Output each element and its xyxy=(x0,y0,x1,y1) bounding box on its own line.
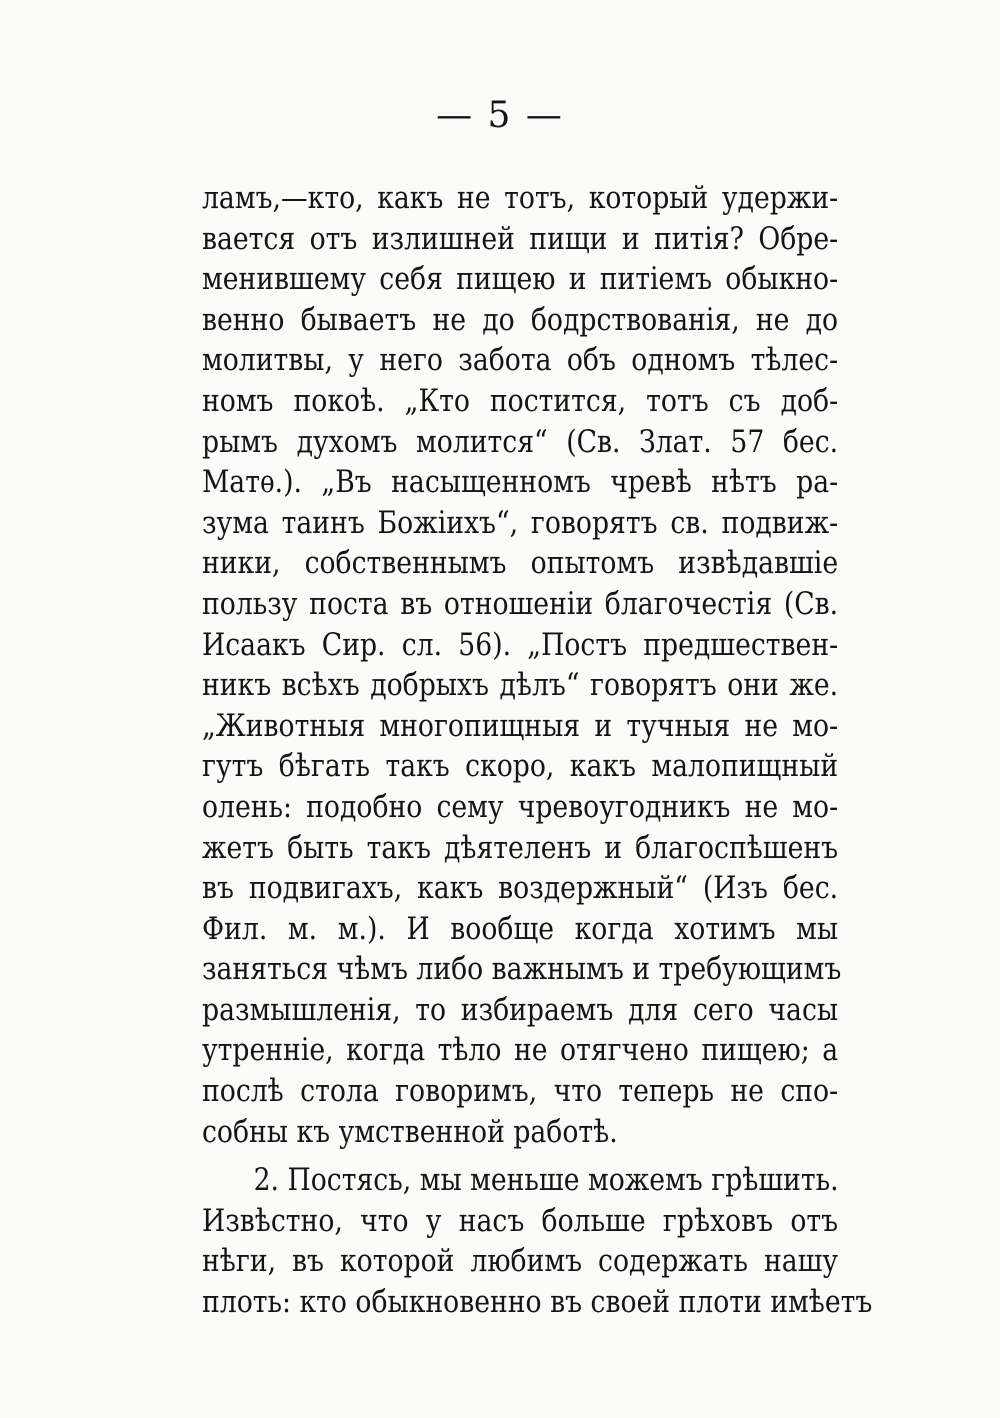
text-line: „Животныя многопищныя и тучныя не мо- xyxy=(202,707,839,744)
page-number: — 5 — xyxy=(436,95,564,136)
text-line: нѣги, въ которой любимъ содержать нашу xyxy=(202,1243,839,1280)
text-line: послѣ стола говоримъ, что теперь не спо- xyxy=(202,1073,839,1110)
text-line: заняться чѣмъ либо важнымъ и требующимъ xyxy=(202,951,842,988)
text-line: олень: подобно сему чревоугодникъ не мо- xyxy=(202,788,839,825)
body-text xyxy=(202,178,873,1323)
text-line: менившему себя пищею и питіемъ обыкно- xyxy=(202,261,839,298)
text-line: Извѣстно, что у насъ больше грѣховъ отъ xyxy=(202,1202,839,1239)
text-line: рымъ духомъ молится“ (Св. Злат. 57 бес. xyxy=(202,423,839,460)
text-line: венно бываетъ не до бодрствованія, не до xyxy=(202,301,839,338)
text-line: ники, собственнымъ опытомъ извѣдавшіе xyxy=(202,545,839,582)
text-line: собны къ умственной работѣ. xyxy=(202,1113,618,1150)
text-line: плоть: кто обыкновенно въ своей плоти имѣетъ xyxy=(202,1284,873,1321)
text-line: пользу поста въ отношеніи благочестія (Св. xyxy=(202,585,839,622)
text-line: номъ покоѣ. „Кто постится, тотъ съ доб- xyxy=(202,382,839,419)
text-line: Фил. м. м.). И вообще когда хотимъ мы xyxy=(202,910,839,947)
text-line: ламъ,—кто, какъ не тотъ, который удержи- xyxy=(202,180,839,216)
text-line: размышленія, то избираемъ для сего часы xyxy=(202,991,839,1028)
text-line: Исаакъ Сир. сл. 56). „Постъ предшествен- xyxy=(202,626,839,663)
text-line: утренніе, когда тѣло не отягчено пищею; а xyxy=(202,1032,839,1069)
text-line: Матѳ.). „Въ насыщенномъ чревѣ нѣтъ ра- xyxy=(202,464,839,501)
text-line: вается отъ излишней пищи и питія? Обре- xyxy=(202,220,839,257)
text-line: въ подвигахъ, какъ воздержный“ (Изъ бес. xyxy=(202,870,839,907)
text-line: зума таинъ Божіихъ“, говорятъ св. подвиж- xyxy=(202,504,839,541)
paragraph-1 xyxy=(202,178,842,1152)
text-line: 2. Постясь, мы меньше можемъ грѣшить. xyxy=(253,1162,839,1199)
text-line: никъ всѣхъ добрыхъ дѣлъ“ говорятъ они же. xyxy=(202,667,839,704)
text-line: гутъ бѣгать такъ скоро, какъ малопищный xyxy=(202,748,839,785)
text-line: молитвы, у него забота объ одномъ тѣлес- xyxy=(202,342,839,379)
paragraph-gap xyxy=(202,1152,838,1160)
text-line: жетъ быть такъ дѣятеленъ и благоспѣшенъ xyxy=(202,829,839,866)
paragraph-2 xyxy=(202,1160,873,1322)
